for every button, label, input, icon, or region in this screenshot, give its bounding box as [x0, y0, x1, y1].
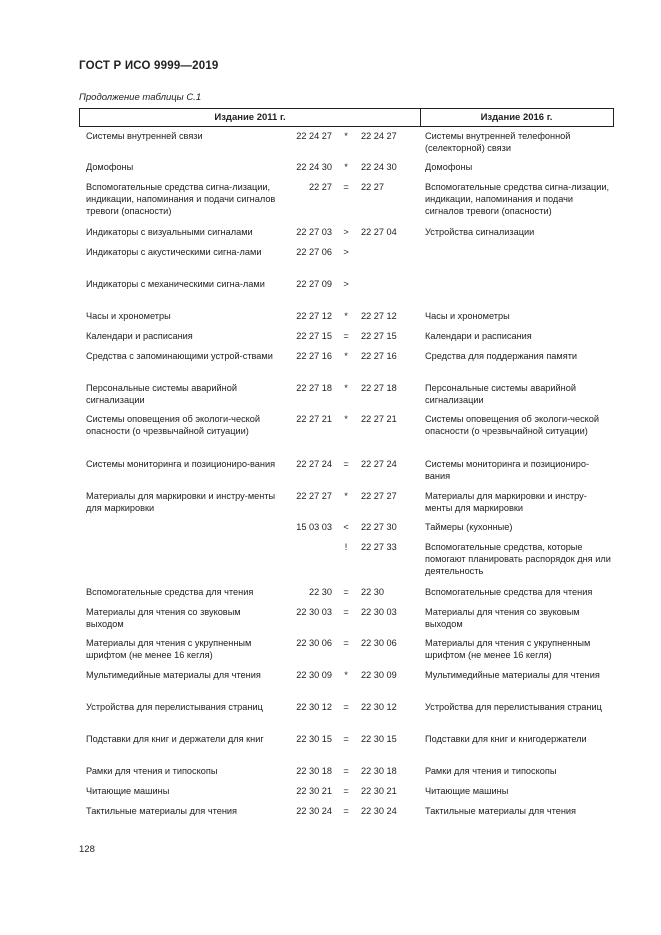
- row-code-2016: 22 27 21: [361, 414, 397, 424]
- row-name-2011: Индикаторы с визуальными сигналами: [86, 227, 253, 237]
- row-change-symbol: =: [343, 734, 349, 744]
- row-name-2011: Индикаторы с механическими сигна-лами: [86, 279, 265, 289]
- column-header-2011: Издание 2011 г.: [80, 109, 421, 126]
- row-change-symbol: >: [343, 247, 349, 257]
- row-name-2016: Часы и хронометры: [425, 311, 510, 321]
- row-code-2011: 22 27 24: [296, 459, 332, 469]
- row-change-symbol: <: [343, 522, 349, 532]
- row-name-2011: Домофоны: [86, 162, 134, 172]
- row-code-2011: 22 30 15: [296, 734, 332, 744]
- row-name-2016: Материалы для маркировки и инстру-менты для маркировки: [425, 491, 587, 513]
- document-title: ГОСТ Р ИСО 9999—2019: [79, 60, 219, 72]
- row-code-2016: 22 30 18: [361, 766, 397, 776]
- row-change-symbol: *: [344, 131, 348, 141]
- row-change-symbol: *: [344, 491, 348, 501]
- row-code-2011: 22 27 06: [296, 247, 332, 257]
- row-name-2011: Вспомогательные средства для чтения: [86, 587, 254, 597]
- row-code-2011: 22 30: [309, 587, 332, 597]
- row-code-2011: 22 24 27: [296, 131, 332, 141]
- row-name-2011: Средства с запоминающими устрой-ствами: [86, 351, 273, 361]
- row-name-2016: Системы оповещения об экологи-ческой опасности (о чрезвычайной ситуации): [425, 414, 600, 436]
- row-name-2016: Читающие машины: [425, 786, 509, 796]
- row-code-2016: 22 30 12: [361, 702, 397, 712]
- row-change-symbol: =: [343, 182, 349, 192]
- row-change-symbol: =: [343, 766, 349, 776]
- row-change-symbol: *: [344, 311, 348, 321]
- row-code-2016: 22 30 09: [361, 670, 397, 680]
- row-code-2011: 22 24 30: [296, 162, 332, 172]
- row-name-2011: Системы оповещения об экологи-ческой опасности (о чрезвычайной ситуации): [86, 414, 261, 436]
- row-code-2011: 22 27 21: [296, 414, 332, 424]
- row-change-symbol: *: [344, 351, 348, 361]
- row-name-2016: Подставки для книг и книгодержатели: [425, 734, 587, 744]
- row-change-symbol: !: [344, 542, 348, 552]
- row-code-2016: 22 24 27: [361, 131, 397, 141]
- row-name-2016: Рамки для чтения и типоскопы: [425, 766, 557, 776]
- row-change-symbol: =: [343, 331, 349, 341]
- row-code-2011: 22 27 03: [296, 227, 332, 237]
- row-code-2011: 22 27 18: [296, 383, 332, 393]
- row-change-symbol: *: [344, 162, 348, 172]
- row-name-2011: Устройства для перелистывания страниц: [86, 702, 263, 712]
- row-name-2016: Календари и расписания: [425, 331, 532, 341]
- row-code-2016: 22 27 27: [361, 491, 397, 501]
- row-code-2011: 22 27 12: [296, 311, 332, 321]
- row-code-2011: 22 27: [309, 182, 332, 192]
- row-code-2011: 22 30 06: [296, 638, 332, 648]
- row-change-symbol: =: [343, 702, 349, 712]
- row-code-2016: 22 27 30: [361, 522, 397, 532]
- row-name-2011: Мультимедийные материалы для чтения: [86, 670, 261, 680]
- row-code-2011: 22 30 24: [296, 806, 332, 816]
- row-name-2016: Устройства для перелистывания страниц: [425, 702, 602, 712]
- row-name-2011: Рамки для чтения и типоскопы: [86, 766, 218, 776]
- row-name-2011: Читающие машины: [86, 786, 170, 796]
- column-header-2016: Издание 2016 г.: [480, 112, 553, 123]
- row-code-2016: 22 30: [361, 587, 384, 597]
- row-code-2016: 22 27 18: [361, 383, 397, 393]
- row-code-2016: 22 27: [361, 182, 384, 192]
- row-code-2016: 22 27 15: [361, 331, 397, 341]
- row-change-symbol: =: [343, 638, 349, 648]
- row-code-2016: 22 27 12: [361, 311, 397, 321]
- row-code-2011: 22 30 18: [296, 766, 332, 776]
- row-name-2011: Персональные системы аварийной сигнализации: [86, 383, 237, 405]
- row-change-symbol: *: [344, 414, 348, 424]
- row-name-2011: Системы внутренней связи: [86, 131, 203, 141]
- row-change-symbol: >: [343, 227, 349, 237]
- row-name-2011: Вспомогательные средства сигна-лизации, индикации, напоминания и подачи сигналов тревоги (опасности): [86, 182, 276, 216]
- row-code-2016: 22 30 06: [361, 638, 397, 648]
- row-code-2016: 22 30 21: [361, 786, 397, 796]
- row-code-2011: 22 27 15: [296, 331, 332, 341]
- row-name-2011: Материалы для маркировки и инстру-менты для маркировки: [86, 491, 276, 513]
- row-change-symbol: =: [343, 459, 349, 469]
- row-code-2011: 22 27 27: [296, 491, 332, 501]
- row-code-2011: 22 27 09: [296, 279, 332, 289]
- row-name-2016: Системы мониторинга и позициониро-вания: [425, 459, 590, 481]
- row-code-2016: 22 27 33: [361, 542, 397, 552]
- row-code-2016: 22 24 30: [361, 162, 397, 172]
- row-name-2016: Системы внутренней телефонной (селекторной) связи: [425, 131, 571, 153]
- row-change-symbol: =: [343, 806, 349, 816]
- table-header: [79, 108, 614, 127]
- row-name-2016: Материалы для чтения с укрупненным шрифтом (не менее 16 кегля): [425, 638, 591, 660]
- row-change-symbol: =: [343, 607, 349, 617]
- row-change-symbol: >: [343, 279, 349, 289]
- row-name-2016: Таймеры (кухонные): [425, 522, 513, 532]
- row-name-2011: Материалы для чтения со звуковым выходом: [86, 607, 241, 629]
- row-code-2016: 22 30 15: [361, 734, 397, 744]
- row-name-2016: Средства для поддержания памяти: [425, 351, 578, 361]
- row-name-2016: Вспомогательные средства сигна-лизации, индикации, напоминания и подачи сигналов тревоги (опасности): [425, 182, 610, 216]
- row-change-symbol: *: [344, 383, 348, 393]
- row-name-2016: Персональные системы аварийной сигнализации: [425, 383, 576, 405]
- row-name-2011: Подставки для книг и держатели для книг: [86, 734, 264, 744]
- row-name-2011: Часы и хронометры: [86, 311, 171, 321]
- row-code-2011: 15 03 03: [296, 522, 332, 532]
- row-code-2011: 22 27 16: [296, 351, 332, 361]
- row-change-symbol: =: [343, 786, 349, 796]
- row-code-2011: 22 30 03: [296, 607, 332, 617]
- row-code-2011: 22 30 12: [296, 702, 332, 712]
- row-name-2011: Индикаторы с акустическими сигна-лами: [86, 247, 262, 257]
- row-name-2016: Мультимедийные материалы для чтения: [425, 670, 600, 680]
- row-name-2016: Вспомогательные средства для чтения: [425, 587, 593, 597]
- row-code-2016: 22 27 04: [361, 227, 397, 237]
- row-code-2016: 22 30 03: [361, 607, 397, 617]
- row-name-2011: Системы мониторинга и позициониро-вания: [86, 459, 276, 469]
- row-name-2016: Домофоны: [425, 162, 473, 172]
- row-name-2011: Календари и расписания: [86, 331, 193, 341]
- row-change-symbol: =: [343, 587, 349, 597]
- row-name-2016: Вспомогательные средства, которые помогают планировать распорядок дня или деятельность: [425, 542, 611, 576]
- row-code-2016: 22 30 24: [361, 806, 397, 816]
- row-name-2011: Материалы для чтения с укрупненным шрифтом (не менее 16 кегля): [86, 638, 252, 660]
- row-code-2011: 22 30 09: [296, 670, 332, 680]
- row-code-2011: 22 30 21: [296, 786, 332, 796]
- row-name-2011: Тактильные материалы для чтения: [86, 806, 237, 816]
- page-number: 128: [79, 844, 95, 855]
- row-change-symbol: *: [344, 670, 348, 680]
- row-code-2016: 22 27 16: [361, 351, 397, 361]
- row-code-2016: 22 27 24: [361, 459, 397, 469]
- row-name-2016: Тактильные материалы для чтения: [425, 806, 576, 816]
- row-name-2016: Устройства сигнализации: [425, 227, 535, 237]
- table-caption: Продолжение таблицы С.1: [79, 92, 202, 103]
- row-name-2016: Материалы для чтения со звуковым выходом: [425, 607, 580, 629]
